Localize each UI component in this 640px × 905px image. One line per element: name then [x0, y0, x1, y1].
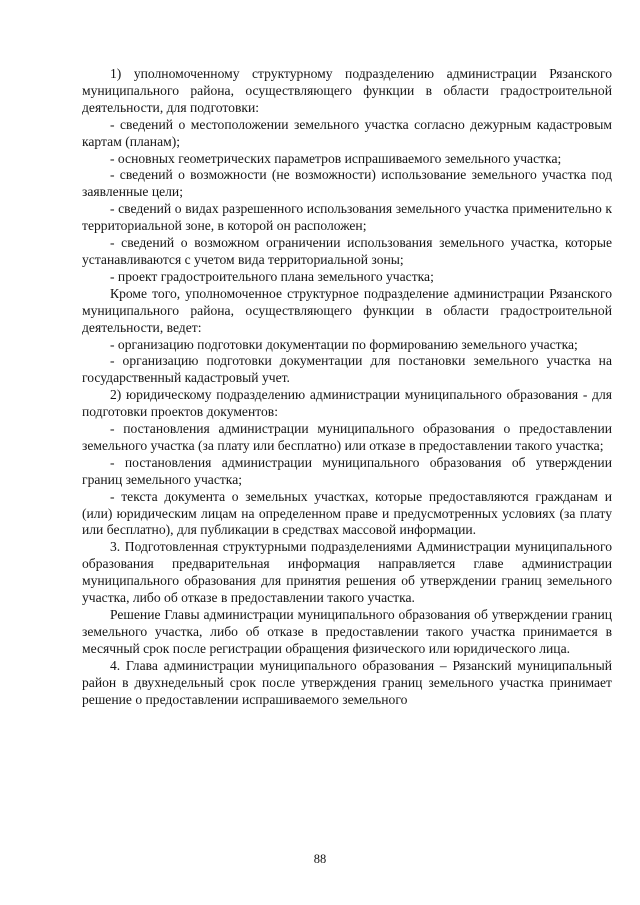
paragraph-3: - основных геометрических параметров испрашиваемого земельного участка;	[110, 150, 562, 166]
paragraph-1: 1) уполномоченному структурному подразделению администрации Рязанского муниципального района, осуществляющего функции в области градостроительной деятельности, для подготовки:	[82, 66, 612, 115]
paragraph-11: 2) юридическому подразделению администрации муниципального образования - для подготовки проектов документов:	[82, 387, 612, 420]
paragraph-13: - постановления администрации муниципального образования об утверждении границ земельного участка;	[82, 454, 612, 487]
paragraph-5: - сведений о видах разрешенного использования земельного участка применительно к территориальной зоне, в которой он расположен;	[82, 201, 612, 234]
paragraph-9: - организацию подготовки документации по формированию земельного участка;	[110, 336, 578, 352]
page-number: 88	[313, 852, 327, 866]
paragraph-7: - проект градостроительного плана земельного участка;	[110, 268, 434, 284]
paragraph-14: - текста документа о земельных участках, которые предоставляются гражданам и (или) юридическим лицам на определенном праве и предусмотренных условиях (за плату или бесплатно), для публикации в средствах массовой информации.	[82, 488, 612, 538]
document-body	[82, 66, 612, 708]
paragraph-16: Решение Главы администрации муниципального образования об утверждении границ земельного участка, либо об отказе в предоставлении такого участка принимается в месячный срок после регистрации обращения физического или юридического лица.	[82, 607, 612, 656]
paragraph-4: - сведений о возможности (не возможности) использование земельного участка под заявленные цели;	[82, 167, 612, 200]
paragraph-15: 3. Подготовленная структурными подразделениями Администрации муниципального образования предварительная информация направляется главе администрации муниципального образования для принятия решения об утверждении границ земельного участка, либо об отказе в предоставлении такого участка.	[82, 539, 612, 606]
paragraph-2: - сведений о местоположении земельного участка согласно дежурным кадастровым картам (планам);	[82, 116, 612, 149]
paragraph-10: - организацию подготовки документации для постановки земельного участка на государственный кадастровый учет.	[82, 353, 612, 386]
paragraph-8: Кроме того, уполномоченное структурное подразделение администрации Рязанского муниципального района, осуществляющего функции в области градостроительной деятельности, ведет:	[82, 285, 612, 335]
paragraph-12: - постановления администрации муниципального образования о предоставлении земельного участка (за плату или бесплатно) или отказе в предоставлении такого участка;	[82, 421, 612, 453]
paragraph-6: - сведений о возможном ограничении использования земельного участка, которые устанавливаются с учетом вида территориальной зоны;	[82, 235, 612, 267]
paragraph-17: 4. Глава администрации муниципального образования – Рязанский муниципальный район в двухнедельный срок после утверждения границ земельного участка принимает решение о предоставлении испрашиваемого земельного	[82, 657, 612, 707]
